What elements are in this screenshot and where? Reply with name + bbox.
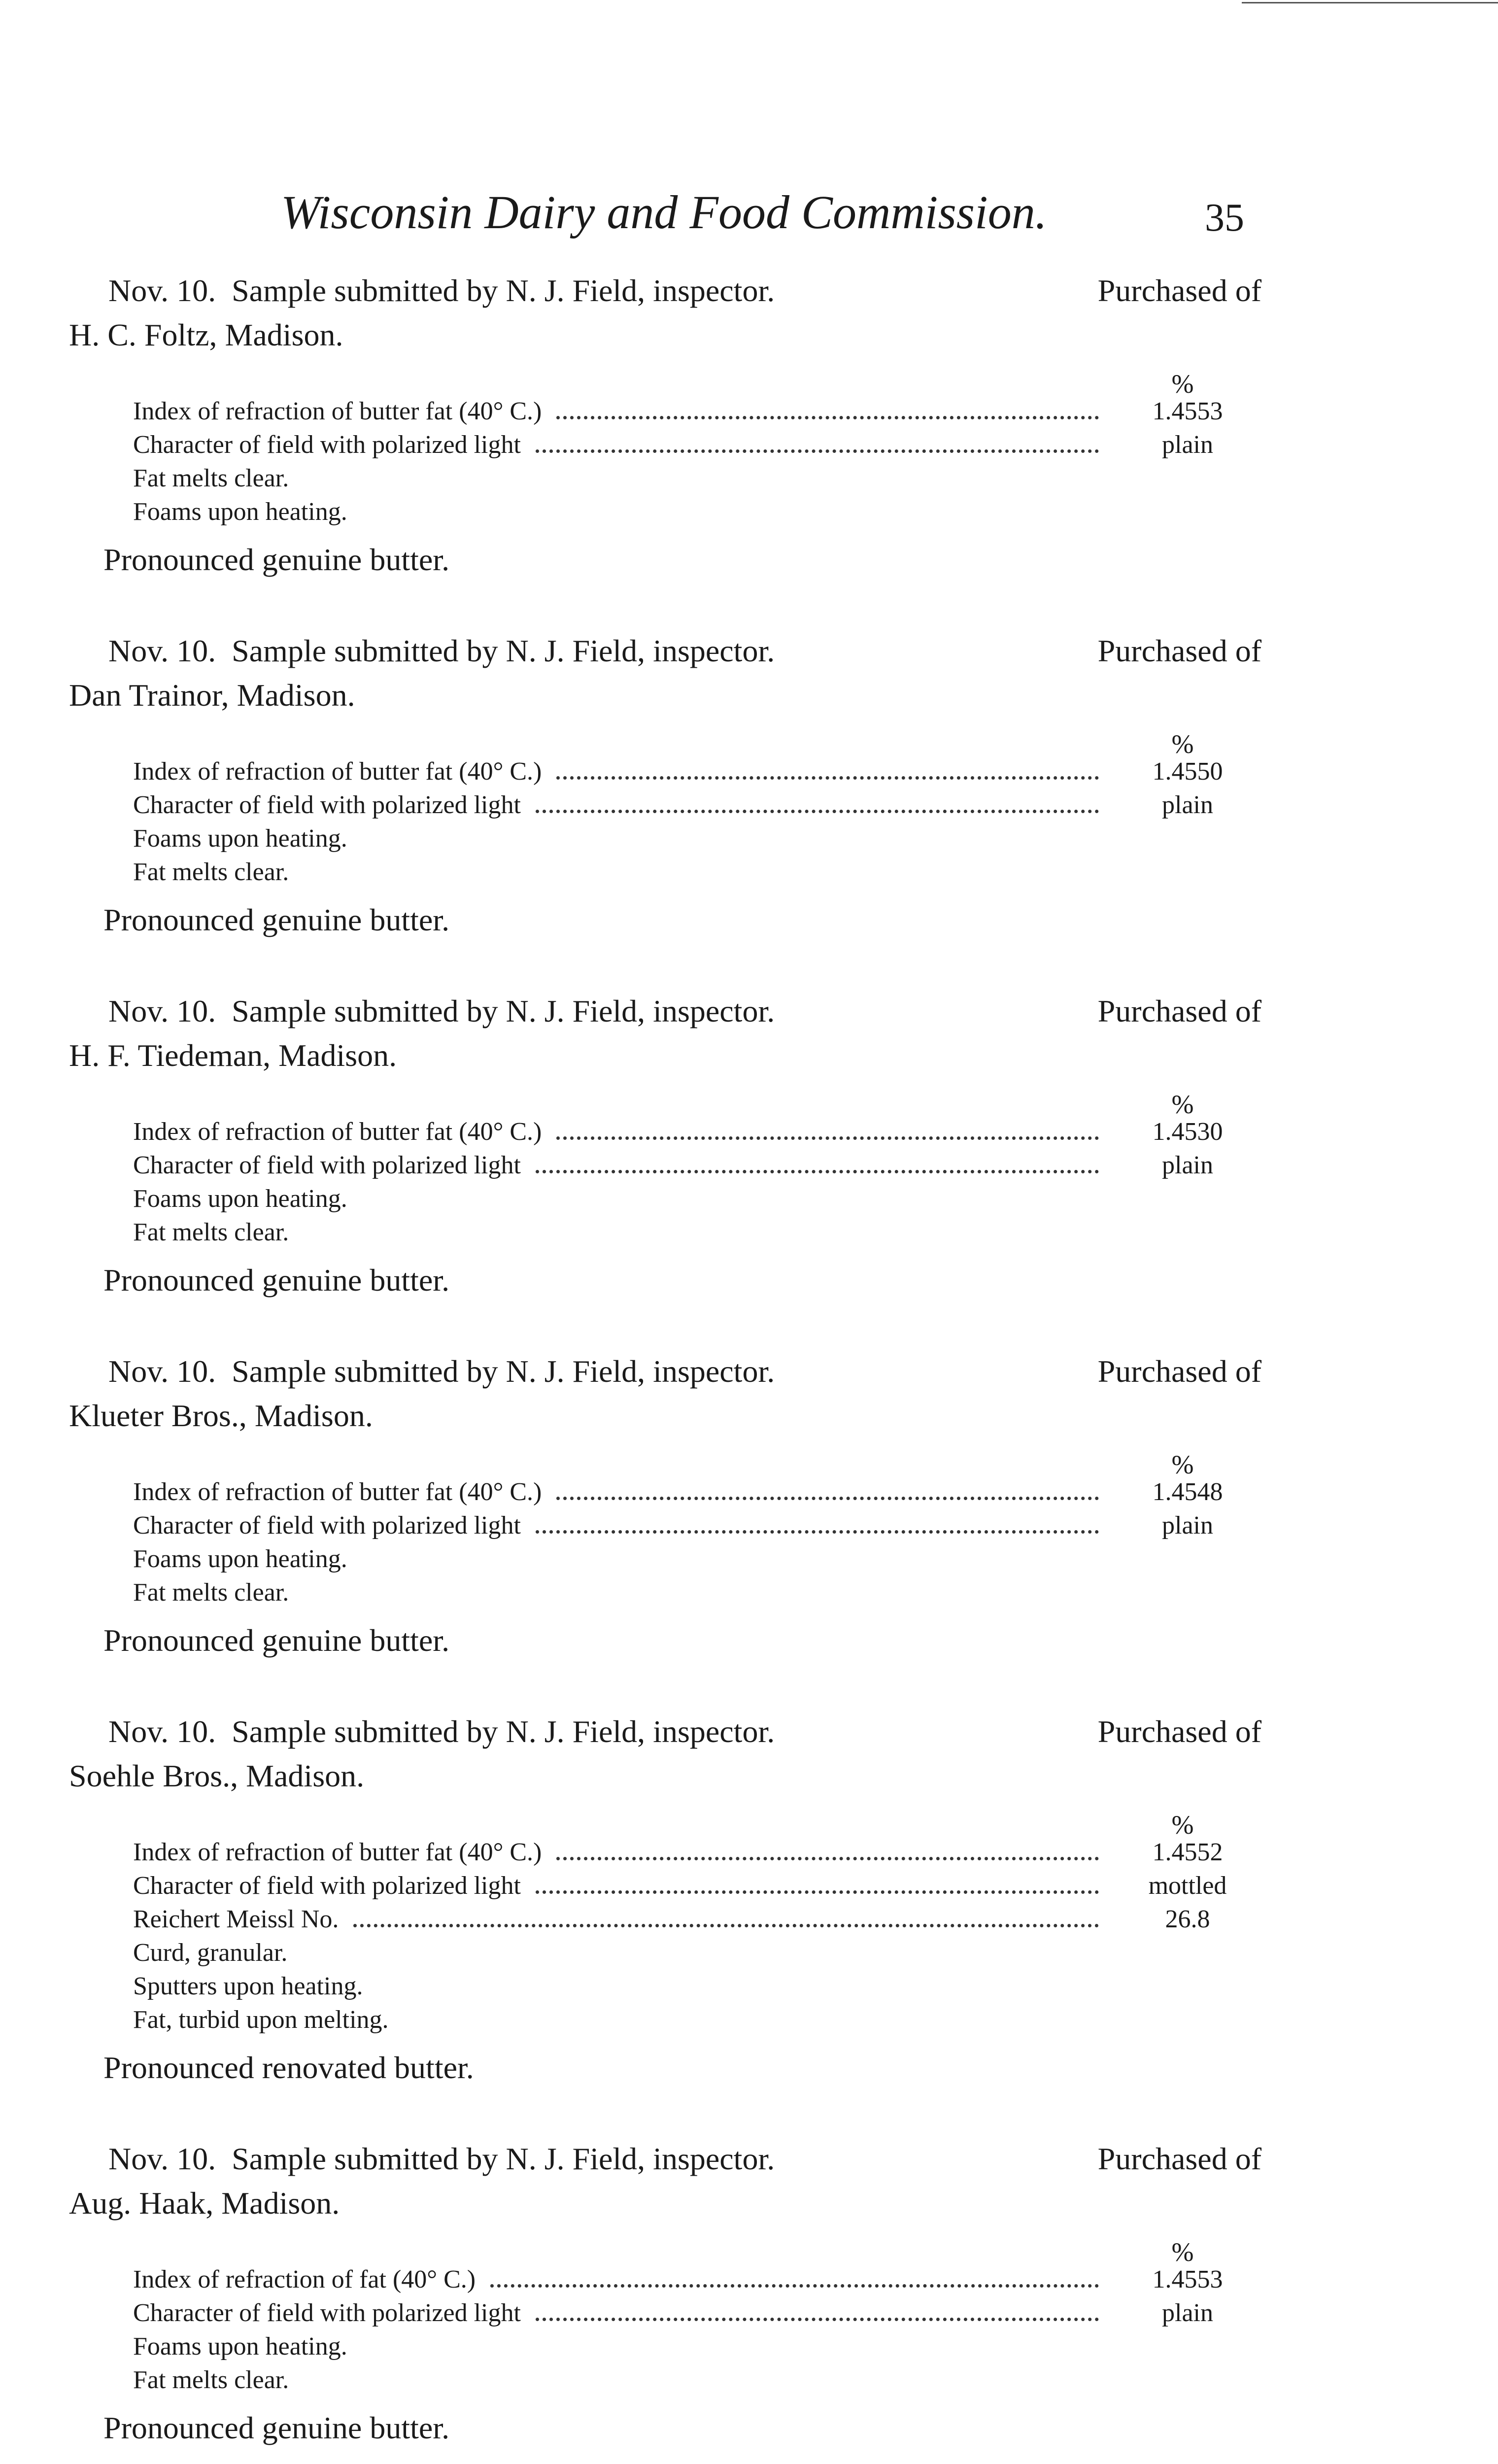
observation-note: Foams upon heating. bbox=[133, 824, 347, 853]
report-verdict: Pronounced genuine butter. bbox=[103, 1263, 450, 1298]
purchased-label: Purchased of bbox=[1097, 2141, 1261, 2176]
sample-report bbox=[69, 989, 1261, 1302]
result-row bbox=[133, 428, 1261, 462]
purchased-label: Purchased of bbox=[1097, 633, 1261, 668]
observation-note: Fat melts clear. bbox=[133, 464, 289, 492]
seller-name: H. C. Foltz, Madison. bbox=[69, 317, 343, 352]
observation-note: Fat melts clear. bbox=[133, 1578, 289, 1607]
seller-name: Dan Trainor, Madison. bbox=[69, 678, 355, 713]
result-label: Reichert Meissl No. bbox=[133, 1905, 339, 1933]
seller-name: H. F. Tiedeman, Madison. bbox=[69, 1038, 397, 1073]
test-results bbox=[69, 1810, 1261, 2037]
dot-leader bbox=[536, 449, 1099, 453]
purchased-label: Purchased of bbox=[1097, 1714, 1261, 1749]
percent-mark: % bbox=[1171, 369, 1194, 399]
report-intro bbox=[69, 269, 1261, 357]
result-label: Character of field with polarized light bbox=[133, 791, 521, 819]
report-verdict: Pronounced genuine butter. bbox=[103, 1623, 450, 1658]
result-row bbox=[133, 1149, 1261, 1182]
report-intro bbox=[69, 629, 1261, 718]
purchased-label: Purchased of bbox=[1097, 1354, 1261, 1389]
top-rule bbox=[1242, 2, 1498, 3]
report-submitter: Sample submitted by N. J. Field, inspector. bbox=[232, 1714, 775, 1749]
report-intro bbox=[69, 1710, 1261, 1798]
percent-mark: % bbox=[1171, 1450, 1194, 1479]
percent-mark: % bbox=[1171, 2237, 1194, 2267]
report-verdict: Pronounced genuine butter. bbox=[103, 902, 450, 937]
result-value: 1.4530 bbox=[1152, 1118, 1223, 1146]
report-submitter: Sample submitted by N. J. Field, inspector. bbox=[232, 633, 775, 668]
report-date: Nov. 10. bbox=[108, 2141, 216, 2176]
test-results bbox=[69, 369, 1261, 529]
result-value: plain bbox=[1162, 431, 1213, 459]
result-label: Character of field with polarized light bbox=[133, 1872, 521, 1900]
result-value: mottled bbox=[1148, 1872, 1227, 1900]
result-label: Index of refraction of butter fat (40° C.) bbox=[133, 397, 542, 425]
report-intro bbox=[69, 989, 1261, 1078]
dot-leader bbox=[536, 810, 1099, 813]
sample-report bbox=[69, 269, 1261, 582]
seller-name: Aug. Haak, Madison. bbox=[69, 2186, 340, 2221]
dot-leader bbox=[536, 1170, 1099, 1173]
dot-leader bbox=[556, 776, 1099, 780]
observation-note: Foams upon heating. bbox=[133, 2332, 347, 2361]
result-value: 1.4553 bbox=[1152, 2265, 1223, 2293]
result-row bbox=[133, 1509, 1261, 1542]
result-label: Character of field with polarized light bbox=[133, 1151, 521, 1179]
report-intro bbox=[69, 1349, 1261, 1438]
observation-note: Fat melts clear. bbox=[133, 2366, 289, 2394]
dot-leader bbox=[536, 1530, 1099, 1534]
observation-note: Fat melts clear. bbox=[133, 858, 289, 886]
purchased-label: Purchased of bbox=[1097, 993, 1261, 1028]
report-submitter: Sample submitted by N. J. Field, inspector. bbox=[232, 273, 775, 308]
sample-report bbox=[69, 2137, 1261, 2450]
result-row bbox=[133, 1836, 1261, 1869]
percent-mark: % bbox=[1171, 729, 1194, 759]
dot-leader bbox=[556, 1497, 1099, 1500]
report-date: Nov. 10. bbox=[108, 633, 216, 668]
sample-report bbox=[69, 629, 1261, 942]
result-row bbox=[133, 2263, 1261, 2296]
sample-report bbox=[69, 1349, 1261, 1663]
result-value: 1.4550 bbox=[1152, 757, 1223, 786]
result-value: plain bbox=[1162, 1511, 1213, 1540]
test-results bbox=[69, 729, 1261, 889]
observation-note: Fat melts clear. bbox=[133, 1218, 289, 1246]
test-results bbox=[69, 2237, 1261, 2397]
result-row bbox=[133, 1475, 1261, 1509]
dot-leader bbox=[490, 2284, 1099, 2288]
result-value: 26.8 bbox=[1165, 1905, 1210, 1933]
percent-mark: % bbox=[1171, 1090, 1194, 1119]
dot-leader bbox=[556, 416, 1099, 419]
report-submitter: Sample submitted by N. J. Field, inspector. bbox=[232, 2141, 775, 2176]
result-value: 1.4553 bbox=[1152, 397, 1223, 425]
dot-leader bbox=[353, 1924, 1099, 1927]
dot-leader bbox=[556, 1136, 1099, 1140]
test-results bbox=[69, 1090, 1261, 1249]
page-number: 35 bbox=[1205, 196, 1244, 240]
report-date: Nov. 10. bbox=[108, 273, 216, 308]
observation-note: Foams upon heating. bbox=[133, 1185, 347, 1213]
report-date: Nov. 10. bbox=[108, 1354, 216, 1389]
result-row bbox=[133, 755, 1261, 788]
result-value: 1.4552 bbox=[1152, 1838, 1223, 1866]
running-title: Wisconsin Dairy and Food Commission. bbox=[281, 186, 1047, 239]
report-submitter: Sample submitted by N. J. Field, inspector. bbox=[232, 1354, 775, 1389]
page-header bbox=[0, 185, 1498, 259]
observation-note: Sputters upon heating. bbox=[133, 1972, 363, 2000]
result-row bbox=[133, 1903, 1261, 1936]
result-value: plain bbox=[1162, 2299, 1213, 2327]
dot-leader bbox=[536, 1890, 1099, 1894]
result-row bbox=[133, 1115, 1261, 1149]
percent-mark: % bbox=[1171, 1810, 1194, 1840]
dot-leader bbox=[556, 1857, 1099, 1860]
result-label: Index of refraction of fat (40° C.) bbox=[133, 2265, 476, 2293]
observation-note: Fat, turbid upon melting. bbox=[133, 2006, 389, 2034]
result-label: Index of refraction of butter fat (40° C.) bbox=[133, 757, 542, 786]
result-label: Index of refraction of butter fat (40° C.) bbox=[133, 1118, 542, 1146]
result-value: plain bbox=[1162, 1151, 1213, 1179]
seller-name: Soehle Bros., Madison. bbox=[69, 1758, 365, 1793]
result-label: Character of field with polarized light bbox=[133, 431, 521, 459]
sample-reports bbox=[69, 269, 1261, 2464]
report-verdict: Pronounced genuine butter. bbox=[103, 542, 450, 577]
observation-note: Foams upon heating. bbox=[133, 1545, 347, 1573]
report-verdict: Pronounced renovated butter. bbox=[103, 2050, 474, 2085]
purchased-label: Purchased of bbox=[1097, 273, 1261, 308]
dot-leader bbox=[536, 2318, 1099, 2321]
result-label: Character of field with polarized light bbox=[133, 1511, 521, 1540]
report-intro bbox=[69, 2137, 1261, 2225]
result-row bbox=[133, 1869, 1261, 1903]
result-value: plain bbox=[1162, 791, 1213, 819]
observation-note: Curd, granular. bbox=[133, 1939, 288, 1967]
result-value: 1.4548 bbox=[1152, 1478, 1223, 1506]
test-results bbox=[69, 1450, 1261, 1609]
result-row bbox=[133, 395, 1261, 428]
result-label: Index of refraction of butter fat (40° C.) bbox=[133, 1838, 542, 1866]
report-date: Nov. 10. bbox=[108, 1714, 216, 1749]
seller-name: Klueter Bros., Madison. bbox=[69, 1398, 373, 1433]
report-date: Nov. 10. bbox=[108, 993, 216, 1028]
report-submitter: Sample submitted by N. J. Field, inspector. bbox=[232, 993, 775, 1028]
sample-report bbox=[69, 1710, 1261, 2090]
observation-note: Foams upon heating. bbox=[133, 498, 347, 526]
result-label: Index of refraction of butter fat (40° C.) bbox=[133, 1478, 542, 1506]
result-label: Character of field with polarized light bbox=[133, 2299, 521, 2327]
report-verdict: Pronounced genuine butter. bbox=[103, 2410, 450, 2445]
result-row bbox=[133, 788, 1261, 822]
result-row bbox=[133, 2296, 1261, 2330]
